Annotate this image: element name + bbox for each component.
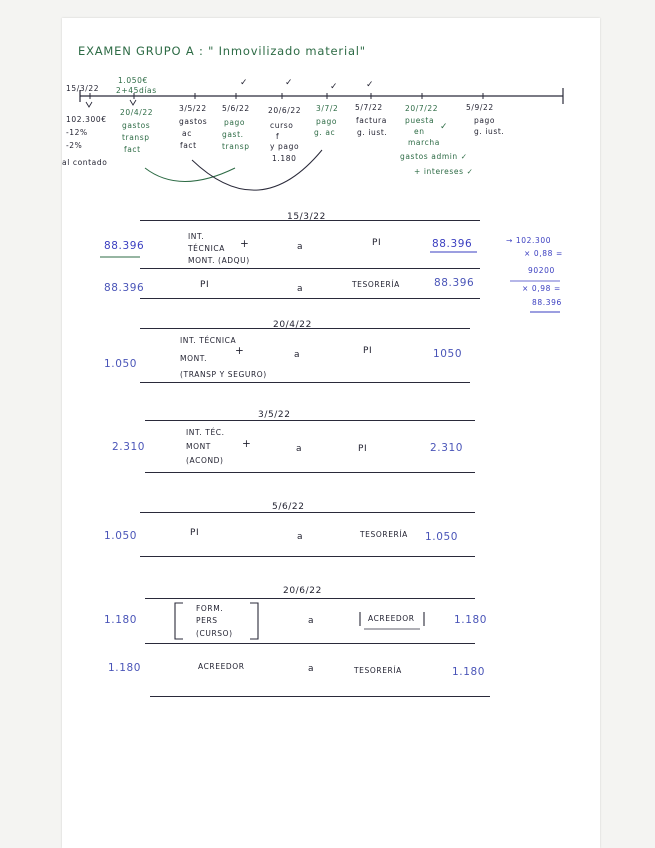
event-desc: y pago <box>270 142 300 151</box>
debit-amount: 1.050 <box>104 358 138 370</box>
debit-account: PERS <box>196 616 218 625</box>
timeline-note-line: -2% <box>66 141 83 150</box>
event-desc: transp <box>222 142 250 151</box>
debit-account: FORM. <box>196 604 224 613</box>
event-desc: g. ac <box>314 128 336 137</box>
credit-account: TESORERÍA <box>352 280 400 289</box>
entry-date-rule <box>145 598 475 599</box>
timeline-below-note: + intereses ✓ <box>414 167 474 176</box>
event-date: 3/7/2 <box>316 104 339 113</box>
credit-account: ACREEDOR <box>368 614 415 623</box>
page-title: EXAMEN GRUPO A : " Inmovilizado material" <box>78 44 366 58</box>
timeline-below-note: gastos admin ✓ <box>400 152 468 161</box>
event-desc: puesta <box>405 116 435 125</box>
entry-date: 5/6/22 <box>272 502 305 512</box>
timeline-note-line: al contado <box>62 158 108 167</box>
event-desc: factura <box>356 116 387 125</box>
event-date: 5/6/22 <box>222 104 250 113</box>
entry-date: 20/6/22 <box>283 586 322 596</box>
event-date: 20/4/22 <box>120 108 154 117</box>
event-desc: g. iust. <box>357 128 388 137</box>
event-desc: pago <box>224 118 246 127</box>
event-desc: gastos <box>122 121 151 130</box>
side-calc-line: × 0,88 = <box>524 249 563 258</box>
debit-amount: 88.396 <box>104 240 145 252</box>
event-desc: gastos <box>179 117 208 126</box>
debit-amount: 1.050 <box>104 530 138 542</box>
debit-amount: 88.396 <box>104 282 145 294</box>
event-desc: fact <box>180 141 197 150</box>
debit-account: (ACOND) <box>186 456 224 465</box>
entry-rule <box>145 472 475 473</box>
event-date: 20/6/22 <box>268 106 302 115</box>
credit-amount: 1.180 <box>454 614 488 626</box>
credit-account: PI <box>363 346 373 356</box>
event-desc: marcha <box>408 138 440 147</box>
credit-account: TESORERÍA <box>360 530 408 539</box>
debit-amount: 1.180 <box>108 662 142 674</box>
entry-rule <box>145 643 475 644</box>
credit-account: TESORERÍA <box>354 666 402 675</box>
event-date: 20/7/22 <box>405 104 439 113</box>
entry-rule <box>140 268 480 269</box>
entry-rule <box>140 382 470 383</box>
credit-amount: 88.396 <box>434 277 475 289</box>
debit-account: MONT. (ADQU) <box>188 256 250 265</box>
timeline-above-note: 1.050€ <box>118 76 148 85</box>
debit-account: TÉCNICA <box>188 244 225 253</box>
event-desc: pago <box>316 117 338 126</box>
credit-amount: 1.050 <box>425 531 459 543</box>
credit-amount: 2.310 <box>430 442 464 454</box>
credit-amount: 1050 <box>433 348 463 360</box>
credit-account: PI <box>358 444 368 454</box>
debit-account: PI <box>190 528 200 538</box>
plus-sign: + <box>242 438 252 450</box>
debit-amount: 1.180 <box>104 614 138 626</box>
check-icon: ✓ <box>330 82 339 92</box>
side-calc-line: × 0,98 = <box>522 284 561 293</box>
entry-rule <box>140 298 480 299</box>
credit-account: PI <box>372 238 382 248</box>
plus-sign: + <box>240 238 250 250</box>
a-connector: a <box>297 284 304 294</box>
event-desc: pago <box>474 116 496 125</box>
a-connector: a <box>308 616 315 626</box>
a-connector: a <box>297 532 304 542</box>
side-calc-line: 90200 <box>528 266 555 275</box>
debit-account: (CURSO) <box>196 629 233 638</box>
check-icon: ✓ <box>285 78 294 88</box>
side-calc-line: → 102.300 <box>506 236 552 245</box>
event-desc: transp <box>122 133 150 142</box>
a-connector: a <box>296 444 303 454</box>
entry-date-rule <box>145 420 475 421</box>
credit-amount: 1.180 <box>452 666 486 678</box>
event-date: 5/7/22 <box>355 103 383 112</box>
debit-account: INT. TÉC. <box>186 428 225 437</box>
check-icon: ✓ <box>440 122 449 132</box>
entry-date: 15/3/22 <box>287 212 326 222</box>
event-desc: g. iust. <box>474 127 505 136</box>
a-connector: a <box>297 242 304 252</box>
debit-account: INT. <box>188 232 205 241</box>
event-desc: fact <box>124 145 141 154</box>
event-date: 5/9/22 <box>466 103 494 112</box>
entry-date: 3/5/22 <box>258 410 291 420</box>
timeline-above-note: 2+45días <box>116 86 157 95</box>
plus-sign: + <box>235 345 245 357</box>
debit-account: MONT. <box>180 354 208 363</box>
entry-date-rule <box>140 512 475 513</box>
timeline-note-line: -12% <box>66 128 88 137</box>
debit-account: PI <box>200 280 210 290</box>
entry-rule <box>140 556 475 557</box>
side-calc-line: 88.396 <box>532 298 562 307</box>
debit-account: INT. TÉCNICA <box>180 336 237 345</box>
a-connector: a <box>294 350 301 360</box>
event-date: 3/5/22 <box>179 104 207 113</box>
event-desc: ac <box>182 129 192 138</box>
event-desc: curso <box>270 121 294 130</box>
a-connector: a <box>308 664 315 674</box>
event-desc: f <box>276 132 280 141</box>
debit-account: ACREEDOR <box>198 662 245 671</box>
timeline-start-date: 15/3/22 <box>66 84 100 93</box>
check-icon: ✓ <box>240 78 249 88</box>
timeline-note-line: 102.300€ <box>66 115 107 124</box>
debit-account: MONT <box>186 442 211 451</box>
entry-rule <box>150 696 490 697</box>
check-icon: ✓ <box>366 80 375 90</box>
debit-amount: 2.310 <box>112 441 146 453</box>
debit-account: (TRANSP Y SEGURO) <box>180 370 267 379</box>
credit-amount: 88.396 <box>432 238 473 250</box>
event-desc: 1.180 <box>272 154 297 163</box>
event-desc: en <box>414 127 425 136</box>
event-desc: gast. <box>222 130 244 139</box>
entry-date: 20/4/22 <box>273 320 312 330</box>
